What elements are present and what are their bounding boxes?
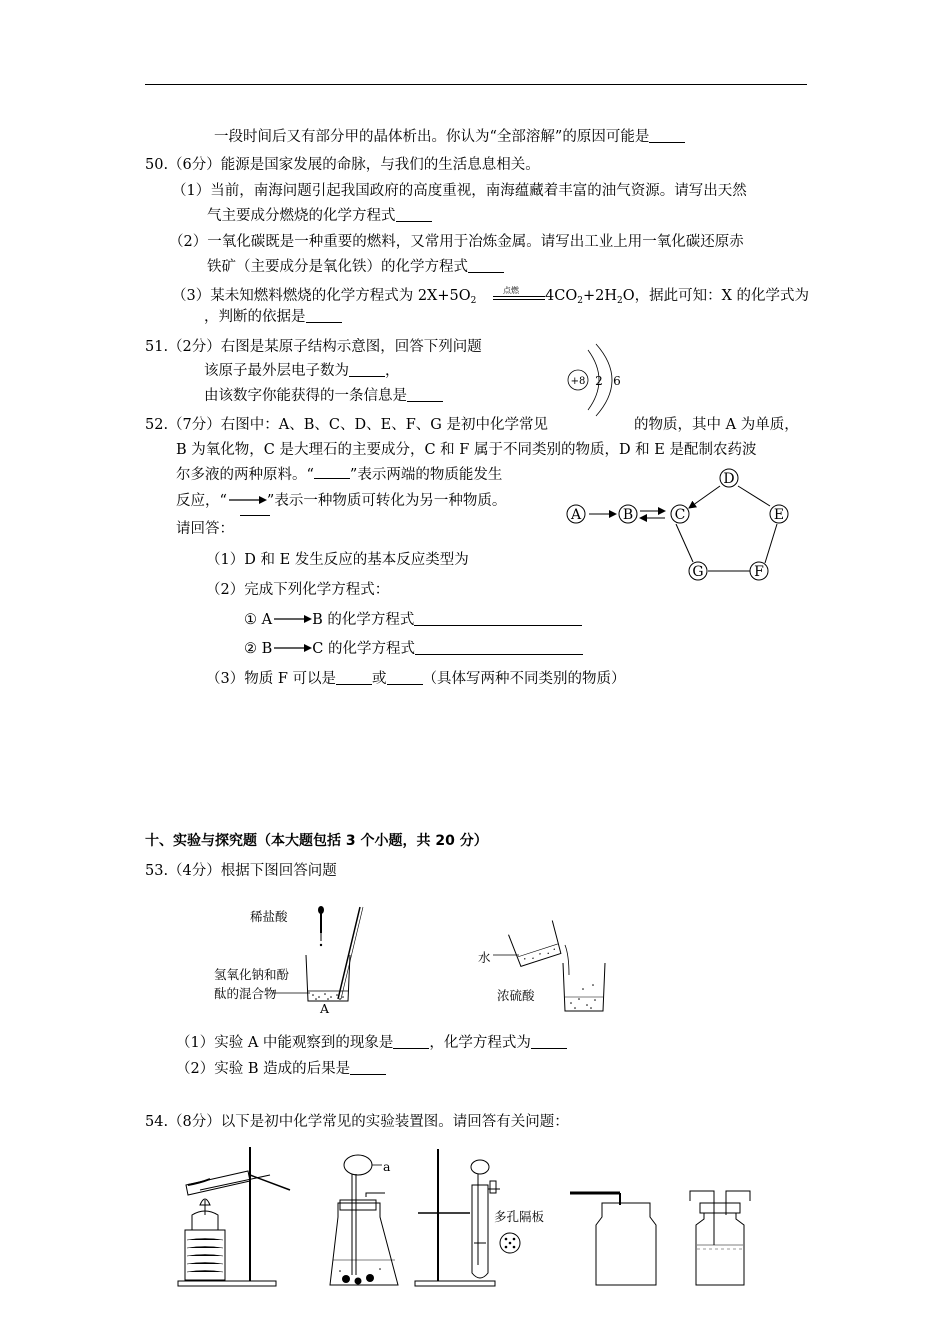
q53-s1: （1）实验 A 中能观察到的现象是 ，化学方程式为 [176, 1034, 567, 1052]
edge-D-C [689, 486, 720, 508]
q52-l3: 尔多液的两种原料。“ ”表示两端的物质能发生 [176, 467, 503, 483]
q50-head: 50.（6分）能源是国家发展的命脉，与我们的生活息息相关。 [145, 157, 540, 173]
q52-s2: （2）完成下列化学方程式： [206, 582, 390, 598]
q51-l2: 由该数字你能获得的一条信息是 [204, 387, 443, 405]
label-conc-h2so4: 浓硫酸 [497, 988, 535, 1003]
node-label-D: D [723, 471, 735, 487]
q52-head2: 的物质，其中 A 为单质， [634, 417, 799, 433]
liquid-dots-B [570, 984, 596, 1009]
label-mixture-2: 酞的混合物 [214, 986, 277, 1001]
nucleus-charge: +8 [570, 376, 586, 387]
q52-stray-line [240, 515, 270, 516]
node-label-B: B [622, 507, 634, 523]
label-a: a [383, 1159, 391, 1174]
q50-p2a: （2）一氧化碳既是一种重要的燃料，又常用于冶炼金属。请写出工业上用一氧化碳还原赤 [169, 234, 744, 250]
section-10-title: 十、实验与探究题（本大题包括 3 个小题，共 20 分） [145, 833, 488, 849]
apparatus-heating [178, 1147, 290, 1286]
edge-E-F [765, 524, 777, 563]
node-label-G: G [692, 564, 704, 580]
q50-p3a: （3）某未知燃料燃烧的化学方程式为 $2X+5O_2$ 点燃 $4CO_2+2H_2O$，据此可知：X 的化学式为 [172, 283, 809, 310]
label-dilute-hcl: 稀盐酸 [250, 909, 288, 924]
ignite-condition: 点燃 [503, 286, 519, 295]
dropper-bulb [318, 906, 324, 914]
lab-apparatus-figure [170, 1145, 810, 1295]
water-beaker [509, 920, 563, 967]
apparatus-wash-bottle [690, 1191, 750, 1285]
node-label-A: A [570, 507, 582, 523]
edge-D-E [738, 486, 770, 506]
q52-l5: 请回答： [176, 521, 234, 537]
q53-s2: （2）实验 B 造成的后果是 [176, 1060, 386, 1078]
label-water: 水 [478, 950, 491, 965]
label-mixture-1: 氢氧化钠和酚 [214, 967, 290, 982]
q52-l2: B 为氧化物，C 是大理石的主要成分，C 和 F 属于不同类别的物质，D 和 E 是配制农药波 [176, 442, 757, 458]
label-A: A [320, 1001, 330, 1016]
label-perforated-plate: 多孔隔板 [494, 1209, 545, 1224]
q49-tail: 一段时间后又有部分甲的晶体析出。你认为“全部溶解”的原因可能是 [214, 128, 685, 146]
edge-C-G [676, 524, 693, 562]
q52-s2a: ① A B 的化学方程式 [244, 611, 582, 629]
experiment-A-figure [280, 905, 440, 1015]
shell1-electrons: 2 [595, 374, 603, 388]
node-label-C: C [674, 507, 686, 523]
q50-p2b: 铁矿（主要成分是氧化铁）的化学方程式 [207, 258, 504, 276]
node-label-E: E [773, 507, 785, 523]
q52-s3: （3）物质 F 可以是 或 （具体写两种不同类别的物质） [206, 671, 626, 687]
q54-head: 54.（8分）以下是初中化学常见的实验装置图。请回答有关问题： [145, 1114, 569, 1130]
experiment-B-figure [505, 915, 615, 1025]
shell2-electrons: 6 [613, 374, 621, 388]
atom-structure-diagram [560, 342, 630, 422]
q50-p1a: （1）当前，南海问题引起我国政府的高度重视，南海蕴藏着丰富的油气资源。请写出天然 [172, 183, 747, 199]
q52-l4: 反应，“ ”表示一种物质可转化为另一种物质。 [176, 493, 507, 509]
substance-relation-diagram [560, 466, 800, 586]
q52-head: 52.（7分）右图中：A、B、C、D、E、F、G 是初中化学常见 [145, 417, 548, 433]
q50-p1b: 气主要成分燃烧的化学方程式 [207, 207, 432, 225]
q51-head: 51.（2分）右图是某原子结构示意图，回答下列问题 [145, 339, 482, 355]
q51-l1: 该原子最外层电子数为 ， [204, 363, 400, 379]
apparatus-gas-bottle-1 [570, 1193, 656, 1285]
q53-head: 53.（4分）根据下图回答问题 [145, 863, 337, 879]
q52-s1: （1）D 和 E 发生反应的基本反应类型为 [206, 552, 469, 568]
q52-s2b: ② B C 的化学方程式 [244, 640, 583, 658]
node-label-F: F [754, 564, 764, 580]
header-rule [145, 84, 807, 85]
q50-p3b: ，判断的依据是 [204, 308, 342, 326]
